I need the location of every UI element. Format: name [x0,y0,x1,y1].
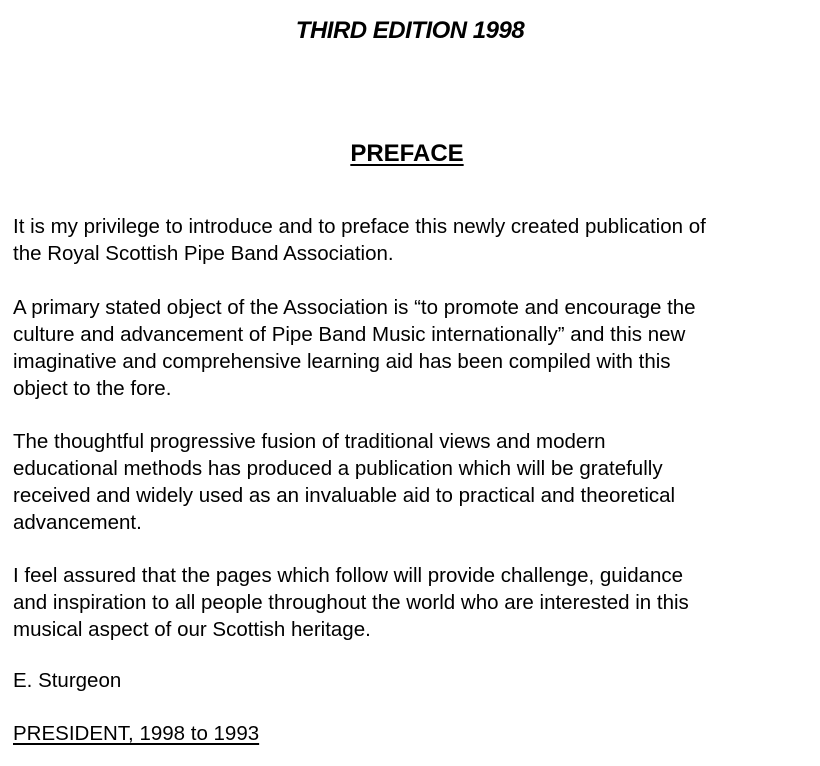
paragraph-line: and inspiration to all people throughout the world who are interested in this [13,591,689,614]
paragraph-line: musical aspect of our Scottish heritage. [13,618,371,641]
paragraph-line: culture and advancement of Pipe Band Music internationally” and this new [13,323,686,346]
paragraph-line: I feel assured that the pages which follow will provide challenge, guidance [13,564,684,587]
preface-paragraph-4 [13,562,813,643]
preface-paragraph-2 [13,294,813,402]
paragraph-line: the Royal Scottish Pipe Band Association. [13,242,394,265]
preface-paragraph-3 [13,428,813,536]
edition-heading: THIRD EDITION 1998 [295,17,525,44]
paragraph-line: imaginative and comprehensive learning aid has been compiled with this [13,350,671,373]
paragraph-line: A primary stated object of the Association is “to promote and encourage the [13,296,696,319]
paragraph-line: advancement. [13,511,142,534]
paragraph-line: The thoughtful progressive fusion of traditional views and modern [13,430,606,453]
paragraph-line: educational methods has produced a publication which will be gratefully [13,457,663,480]
preface-paragraph-1 [13,213,813,267]
signature-name: E. Sturgeon [13,669,122,692]
paragraph-line: received and widely used as an invaluable aid to practical and theoretical [13,484,676,507]
paragraph-line: It is my privilege to introduce and to preface this newly created publication of [13,215,706,238]
paragraph-line: object to the fore. [13,377,172,400]
signatory-role: PRESIDENT, 1998 to 1993 [13,722,260,745]
page-title: PREFACE [350,140,464,167]
